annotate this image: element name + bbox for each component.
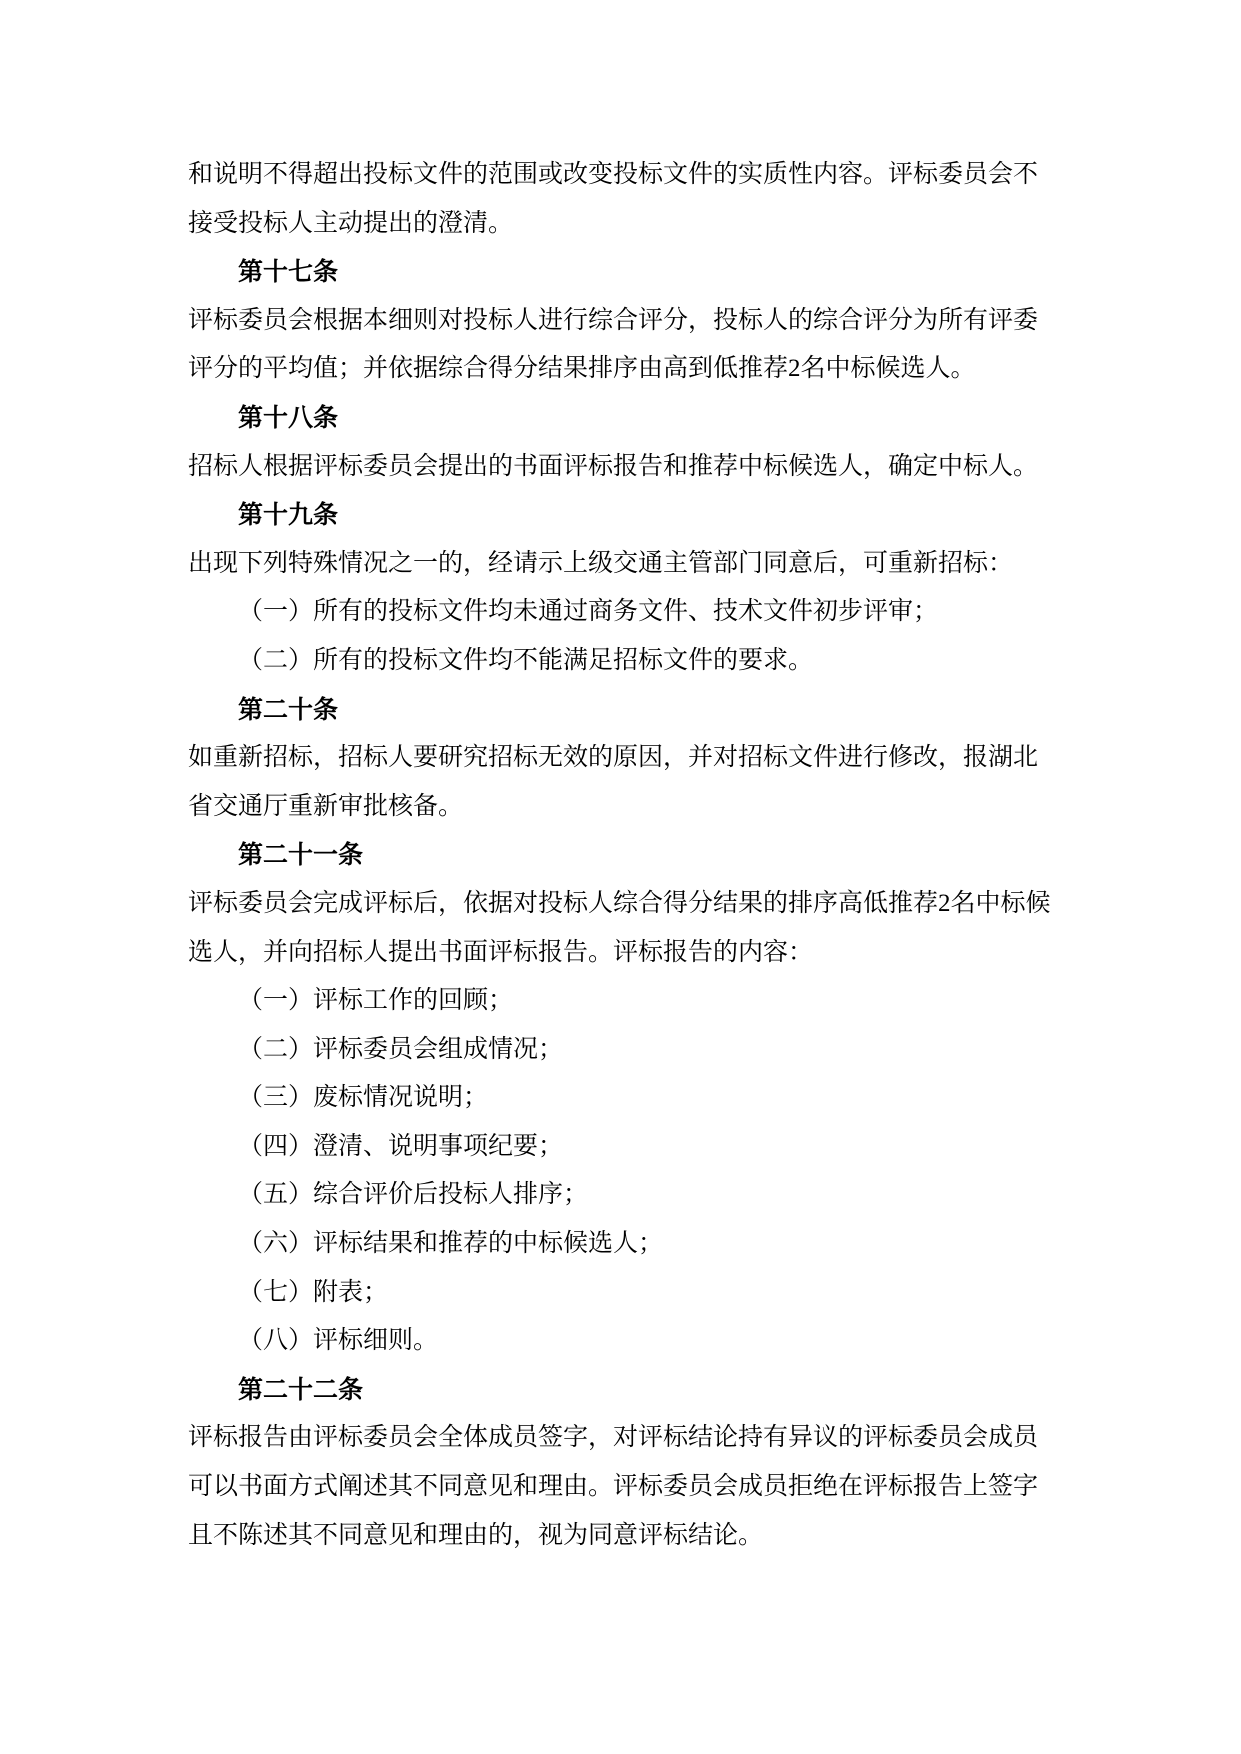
heading-line: 第十七条 <box>238 258 339 287</box>
text-line: 和说明不得超出投标文件的范围或改变投标文件的实质性内容。评标委员会不 <box>188 161 1039 188</box>
text-line: （二）评标委员会组成情况； <box>238 1035 564 1063</box>
heading-line: 第二十二条 <box>238 1375 364 1404</box>
article-22-body <box>188 1414 1078 1560</box>
text-line: （六）评标结果和推荐的中标候选人； <box>238 1230 664 1258</box>
heading-line: 第十八条 <box>238 403 339 432</box>
text-line: 可以书面方式阐述其不同意见和理由。评标委员会成员拒绝在评标报告上签字 <box>188 1473 1039 1501</box>
text-line: 接受投标人主动提出的澄清。 <box>188 209 514 237</box>
article-22-heading <box>188 1366 1078 1415</box>
text-line: 评标报告由评标委员会全体成员签字，对评标结论持有异议的评标委员会成员 <box>188 1424 1039 1452</box>
text-line: （三）废标情况说明； <box>238 1084 489 1112</box>
text-line: （一）评标工作的回顾； <box>238 987 514 1015</box>
text-line: 选人，并向招标人提出书面评标报告。评标报告的内容： <box>188 938 814 966</box>
text-line: 评标委员会完成评标后，依据对投标人综合得分结果的排序高低推荐2名中标候 <box>188 889 1051 917</box>
document-body <box>188 151 1078 1560</box>
text-line: （一）所有的投标文件均未通过商务文件、技术文件初步评审； <box>238 598 939 626</box>
text-line: （五）综合评价后投标人排序； <box>238 1181 589 1209</box>
article-21-body <box>188 880 1078 977</box>
article-21-item-4 <box>188 1123 1078 1172</box>
text-line: 出现下列特殊情况之一的，经请示上级交通主管部门同意后，可重新招标： <box>188 549 1014 577</box>
article-19-item-2 <box>188 637 1078 686</box>
article-18-body <box>188 443 1078 492</box>
article-19-body <box>188 540 1078 589</box>
text-line: 评标委员会根据本细则对投标人进行综合评分，投标人的综合评分为所有评委 <box>188 306 1039 334</box>
heading-line: 第二十一条 <box>238 841 364 870</box>
article-21-item-7 <box>188 1269 1078 1318</box>
text-line: （二）所有的投标文件均不能满足招标文件的要求。 <box>238 646 814 674</box>
text-line: （八）评标细则。 <box>238 1327 439 1355</box>
article-19-heading <box>188 491 1078 540</box>
text-line: 招标人根据评标委员会提出的书面评标报告和推荐中标候选人，确定中标人。 <box>188 452 1039 480</box>
article-17-heading <box>188 248 1078 297</box>
article-21-item-6 <box>188 1220 1078 1269</box>
text-line: 且不陈述其不同意见和理由的，视为同意评标结论。 <box>188 1521 764 1549</box>
article-21-heading <box>188 831 1078 880</box>
article-20-body <box>188 734 1078 831</box>
article-18-heading <box>188 394 1078 443</box>
clarification-rules-continuation <box>188 151 1078 248</box>
heading-line: 第十九条 <box>238 501 339 530</box>
text-line: （七）附表； <box>238 1278 389 1306</box>
text-line: 如重新招标，招标人要研究招标无效的原因，并对招标文件进行修改，报湖北 <box>188 744 1039 772</box>
article-21-item-8 <box>188 1317 1078 1366</box>
text-line: （四）澄清、说明事项纪要； <box>238 1132 564 1160</box>
article-21-item-1 <box>188 977 1078 1026</box>
heading-line: 第二十条 <box>238 695 339 724</box>
article-21-item-5 <box>188 1171 1078 1220</box>
article-21-item-2 <box>188 1026 1078 1075</box>
article-21-item-3 <box>188 1074 1078 1123</box>
article-17-body <box>188 297 1078 394</box>
text-line: 评分的平均值；并依据综合得分结果排序由高到低推荐2名中标候选人。 <box>188 355 976 383</box>
article-20-heading <box>188 686 1078 735</box>
text-line: 省交通厅重新审批核备。 <box>188 792 464 820</box>
article-19-item-1 <box>188 588 1078 637</box>
